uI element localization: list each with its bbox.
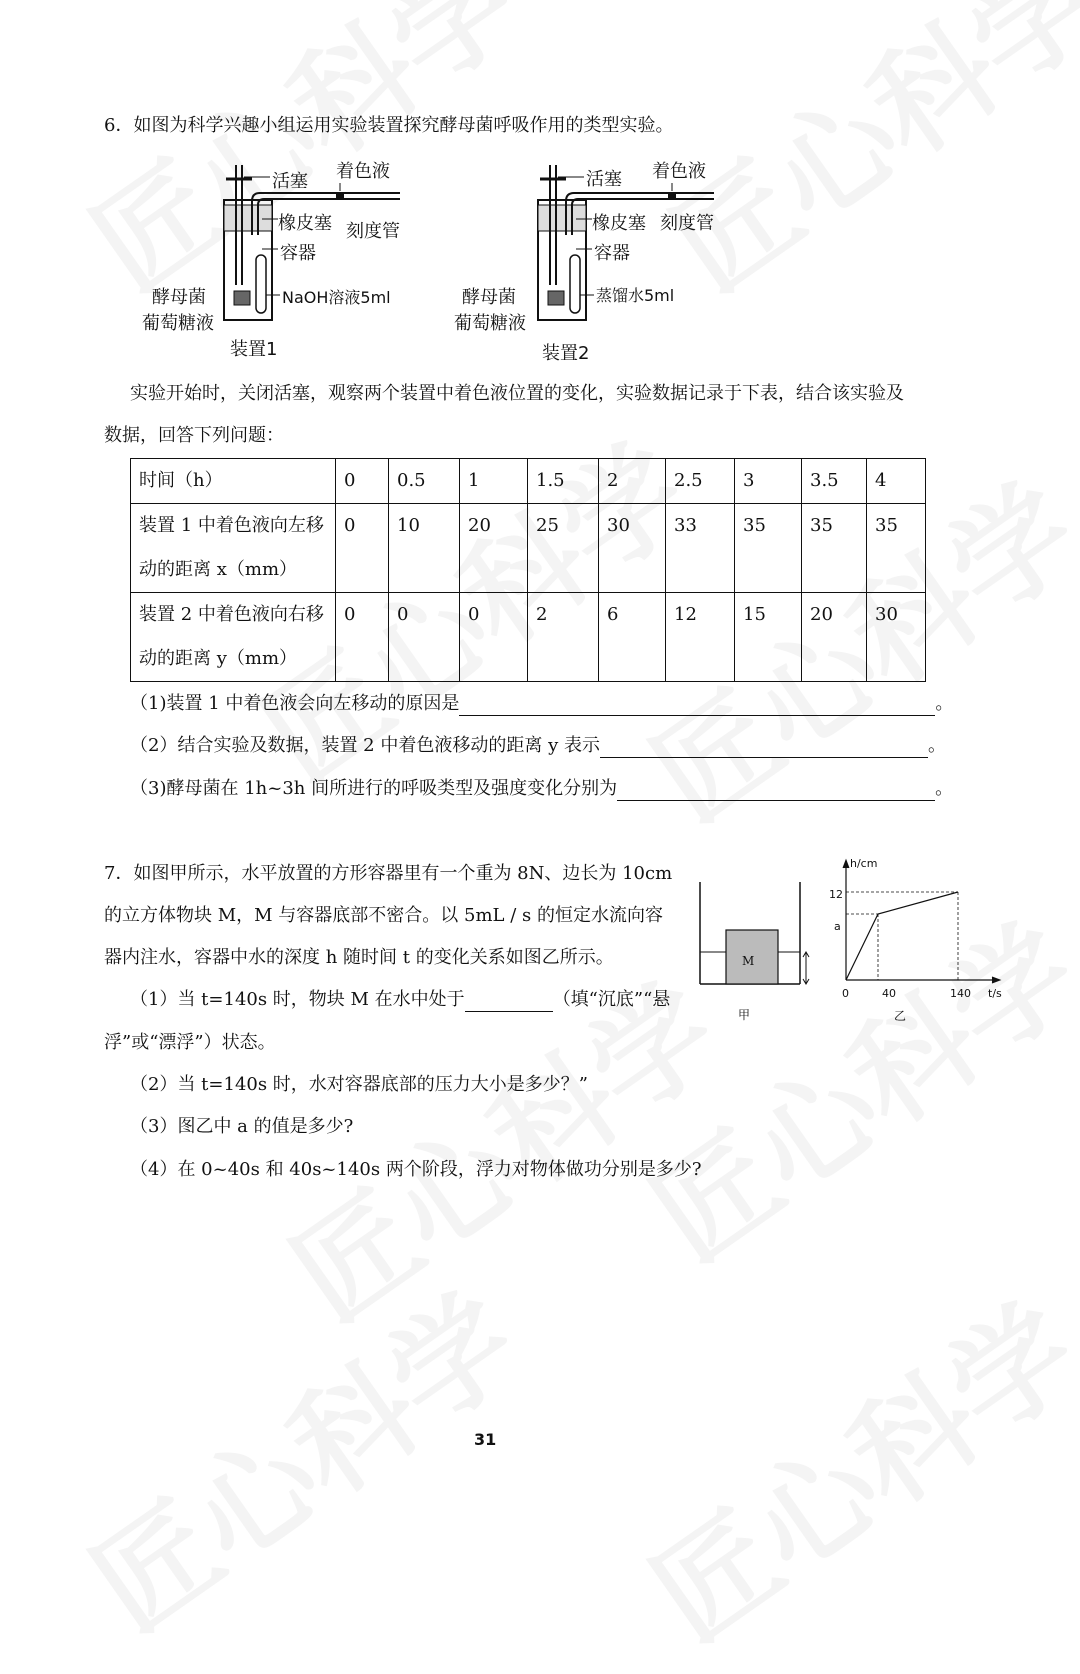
table-cell: 2	[528, 593, 599, 682]
table-cell: 2.5	[666, 459, 735, 504]
label-yeast: 酵母菌	[152, 287, 206, 308]
table-cell: 0	[389, 593, 460, 682]
q6-title: 6．如图为科学兴趣小组运用实验装置探究酵母菌呼吸作用的类型实验。	[104, 115, 674, 136]
block-m-label: M	[742, 954, 755, 968]
table-cell: 25	[528, 504, 599, 593]
label-reagent: NaOH溶液5ml	[282, 288, 391, 307]
table-cell: 4	[867, 459, 926, 504]
h-t-series-line	[846, 892, 958, 980]
q6-sub3: （3)酵母菌在 1h~3h 间所进行的呼吸类型及强度变化分别为 。	[130, 778, 954, 799]
table-cell: 3	[735, 459, 802, 504]
q6-data-table	[130, 458, 926, 682]
table-cell: 33	[666, 504, 735, 593]
table-cell: 30	[867, 593, 926, 682]
y-tick-a: a	[834, 920, 841, 933]
table-cell: 20	[460, 504, 528, 593]
figure-jia	[696, 880, 816, 1025]
q7-sub2: （2）当 t=140s 时，水对容器底部的压力大小是多少？”	[130, 1074, 589, 1095]
apparatus-1-caption: 装置1	[230, 339, 278, 360]
table-row-label: 装置 1 中着色液向左移 动的距离 x（mm）	[131, 504, 336, 593]
apparatus-2	[454, 155, 754, 365]
label-container: 容器	[280, 243, 316, 264]
y-tick-12: 12	[829, 888, 843, 901]
figure-jia-caption: 甲	[738, 1008, 751, 1022]
q7-sub3: （3）图乙中 a 的值是多少?	[130, 1116, 354, 1137]
x-tick-0: 0	[842, 987, 849, 1000]
answer-blank[interactable]	[600, 739, 928, 758]
label-dye: 着色液	[336, 161, 390, 182]
table-header-row	[131, 459, 926, 504]
watermark	[54, 1248, 546, 1664]
label-tube: 刻度管	[660, 213, 714, 234]
answer-blank[interactable]	[459, 697, 935, 716]
x-tick-40: 40	[882, 987, 896, 1000]
table-cell: 10	[389, 504, 460, 593]
q6-intro-line1: 实验开始时，关闭活塞，观察两个装置中着色液位置的变化，实验数据记录于下表，结合该实验及	[130, 383, 904, 404]
q7-line1: 7．如图甲所示，水平放置的方形容器里有一个重为 8N、边长为 10cm	[104, 863, 673, 884]
h-t-chart	[826, 852, 1006, 1002]
table-cell: 1.5	[528, 459, 599, 504]
label-yeast: 酵母菌	[462, 287, 516, 308]
label-glucose: 葡萄糖液	[454, 313, 526, 334]
table-cell: 1	[460, 459, 528, 504]
q6-intro-line2: 数据，回答下列问题：	[104, 425, 284, 446]
table-cell: 2	[599, 459, 666, 504]
x-tick-140: 140	[950, 987, 971, 1000]
watermark	[614, 1258, 1080, 1674]
apparatus-2-caption: 装置2	[542, 343, 590, 364]
table-cell: 35	[867, 504, 926, 593]
label-stopper: 橡皮塞	[278, 213, 332, 234]
label-tube: 刻度管	[346, 221, 400, 242]
label-valve: 活塞	[586, 169, 622, 190]
q7-sub1: （1）当 t=140s 时，物块 M 在水中处于 （填“沉底”“悬	[130, 989, 671, 1010]
table-cell: 0	[336, 504, 389, 593]
label-glucose: 葡萄糖液	[142, 313, 214, 334]
table-cell: 12	[666, 593, 735, 682]
answer-blank[interactable]	[617, 782, 935, 801]
label-reagent: 蒸馏水5ml	[596, 286, 675, 305]
label-dye: 着色液	[652, 161, 706, 182]
q7-sub1-cont: 浮”或“漂浮”）状态。	[104, 1032, 276, 1053]
table-cell: 30	[599, 504, 666, 593]
figure-jia-drawing	[696, 880, 816, 990]
table-cell: 6	[599, 593, 666, 682]
label-valve: 活塞	[272, 171, 308, 192]
q7-line2: 的立方体物块 M，M 与容器底部不密合。以 5mL / s 的恒定水流向容	[104, 905, 663, 926]
q6-sub1: （1)装置 1 中着色液会向左移动的原因是 。	[130, 693, 954, 714]
figure-yi	[826, 852, 1006, 1027]
table-cell: 35	[802, 504, 867, 593]
figure-yi-caption: 乙	[894, 1009, 907, 1023]
table-cell: 0.5	[389, 459, 460, 504]
table-row	[131, 504, 926, 593]
table-cell: 时间（h）	[131, 459, 336, 504]
q6-sub2: （2）结合实验及数据，装置 2 中着色液移动的距离 y 表示 。	[130, 735, 946, 756]
answer-blank[interactable]	[465, 993, 553, 1012]
table-cell: 35	[735, 504, 802, 593]
apparatus-1	[140, 155, 440, 365]
table-cell: 0	[460, 593, 528, 682]
x-axis-arrow	[992, 977, 1000, 983]
q7-sub4: （4）在 0~40s 和 40s~140s 两个阶段，浮力对物体做功分别是多少?	[130, 1159, 702, 1180]
page-number: 31	[474, 1430, 497, 1449]
table-cell: 0	[336, 459, 389, 504]
label-stopper: 橡皮塞	[592, 213, 646, 234]
y-axis-arrow	[843, 860, 849, 868]
table-cell: 20	[802, 593, 867, 682]
table-row-label: 装置 2 中着色液向右移 动的距离 y（mm）	[131, 593, 336, 682]
table-cell: 15	[735, 593, 802, 682]
label-container: 容器	[594, 243, 630, 264]
x-axis-label: t/s	[988, 987, 1002, 1000]
table-row	[131, 593, 926, 682]
table-cell: 3.5	[802, 459, 867, 504]
table-cell: 0	[336, 593, 389, 682]
q7-line3: 器内注水，容器中水的深度 h 随时间 t 的变化关系如图乙所示。	[104, 947, 614, 968]
y-axis-label: h/cm	[850, 857, 878, 870]
